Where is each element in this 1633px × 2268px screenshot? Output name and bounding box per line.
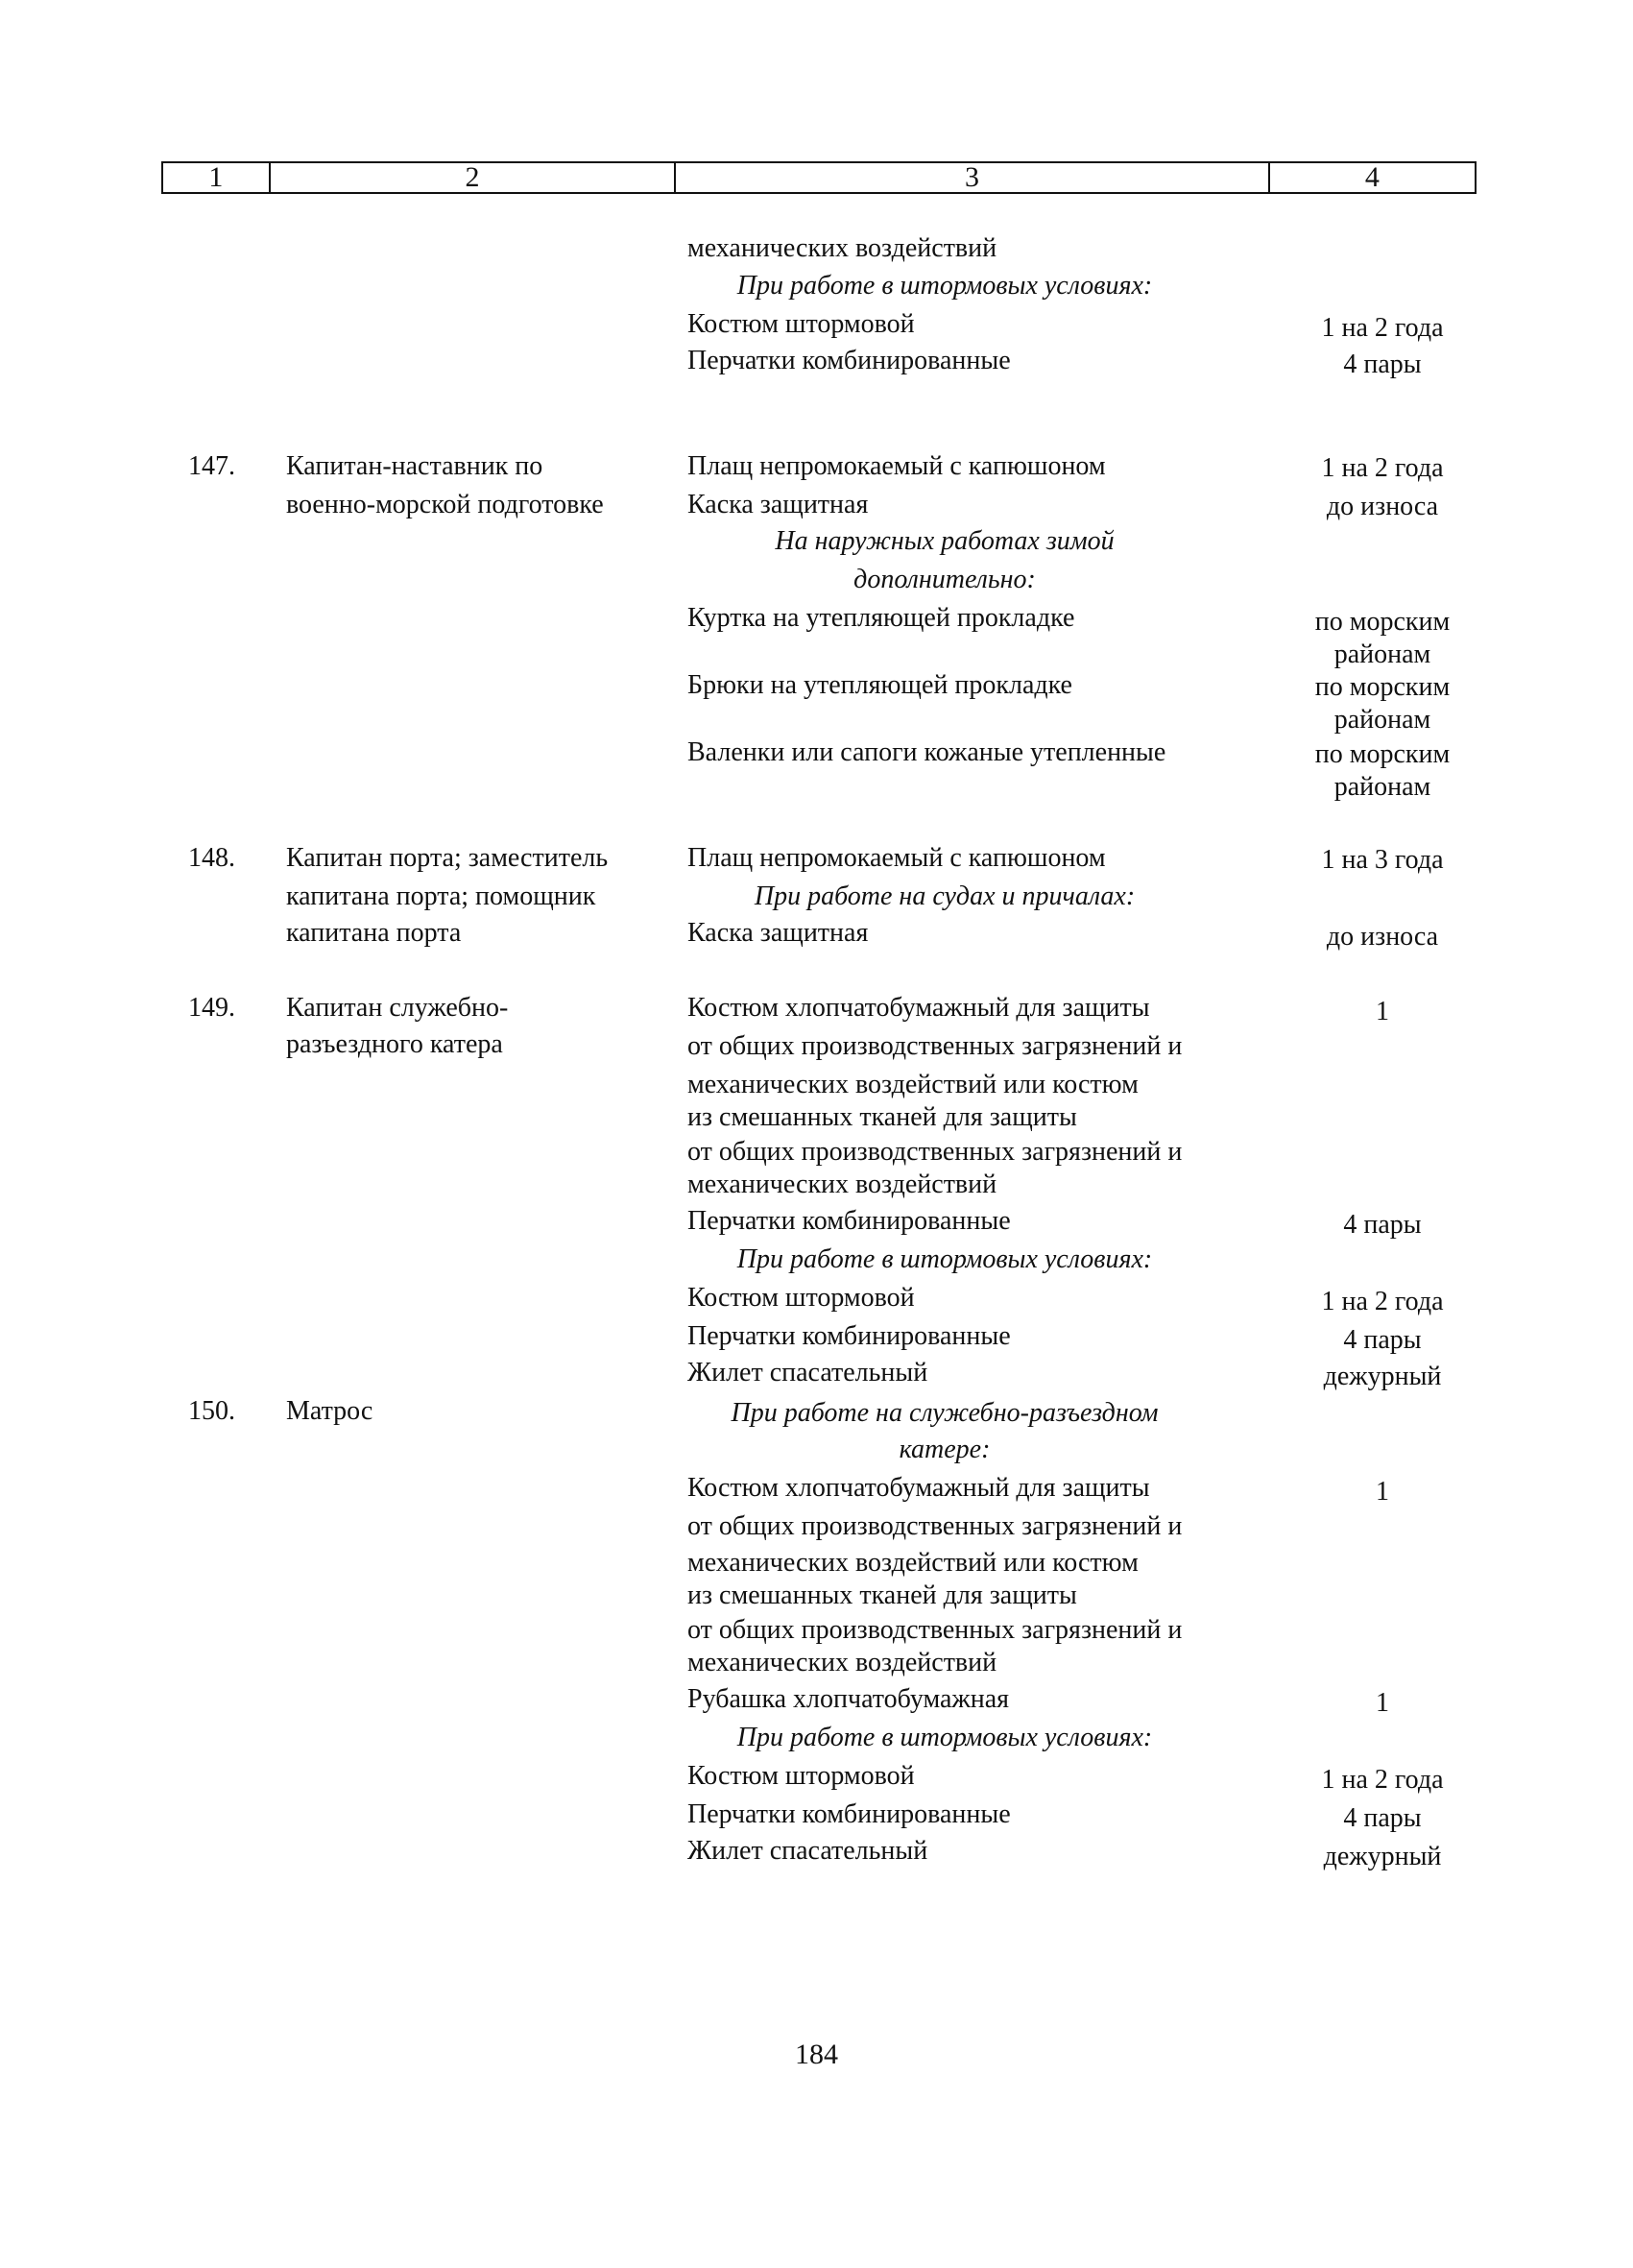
ppe-item: от общих производственных загрязнений и (687, 1137, 1183, 1167)
issue-norm: по морским (1314, 739, 1451, 769)
issue-norm: 1 (1376, 1477, 1389, 1507)
ppe-condition-heading: дополнительно: (853, 565, 1036, 594)
ppe-item: Брюки на утепляющей прокладке (687, 670, 1072, 700)
issue-norm: 1 на 3 года (1321, 845, 1444, 875)
column-header-4: 4 (1364, 161, 1380, 193)
profession-name: военно-морской подготовке (286, 490, 604, 519)
row-number: 150. (188, 1396, 235, 1426)
column-header-1: 1 (163, 163, 271, 192)
ppe-item: из смешанных тканей для защиты (687, 1580, 1077, 1610)
ppe-item: механических воздействий или костюм (687, 1548, 1139, 1578)
ppe-condition-heading: При работе на служебно-разъездном (731, 1398, 1159, 1428)
ppe-item: механических воздействий (687, 233, 997, 263)
ppe-item: Костюм хлопчатобумажный для защиты (687, 1473, 1150, 1503)
ppe-item: Костюм штормовой (687, 1761, 915, 1791)
profession-name: Матрос (286, 1396, 373, 1426)
ppe-item: Перчатки комбинированные (687, 1206, 1011, 1236)
ppe-item: механических воздействий (687, 1648, 997, 1677)
ppe-item: из смешанных тканей для защиты (687, 1102, 1077, 1132)
ppe-item: Плащ непромокаемый с капюшоном (687, 843, 1106, 873)
issue-norm: дежурный (1323, 1842, 1442, 1871)
ppe-item: Перчатки комбинированные (687, 346, 1011, 375)
ppe-item: от общих производственных загрязнений и (687, 1615, 1183, 1645)
issue-norm: 4 пары (1343, 350, 1422, 379)
ppe-item: Перчатки комбинированные (687, 1799, 1011, 1829)
ppe-condition-heading: На наружных работах зимой (775, 526, 1115, 556)
ppe-item: Каска защитная (687, 918, 869, 948)
issue-norm: 4 пары (1343, 1210, 1422, 1240)
ppe-item: Костюм штормовой (687, 1283, 915, 1313)
ppe-item: Каска защитная (687, 490, 869, 519)
issue-norm: до износа (1326, 922, 1439, 952)
ppe-item: Жилет спасательный (687, 1358, 928, 1387)
ppe-item: Костюм штормовой (687, 309, 915, 339)
issue-norm: 1 на 2 года (1321, 1287, 1444, 1316)
ppe-item: Куртка на утепляющей прокладке (687, 603, 1075, 633)
issue-norm: районам (1333, 772, 1431, 802)
profession-name: Капитан-наставник по (286, 451, 543, 481)
column-header-3: 3 (676, 163, 1269, 192)
issue-norm: 4 пары (1343, 1803, 1422, 1833)
profession-name: капитана порта (286, 918, 462, 948)
ppe-item: Плащ непромокаемый с капюшоном (687, 451, 1106, 481)
row-number: 148. (188, 843, 235, 873)
ppe-condition-heading: При работе в штормовых условиях: (736, 1723, 1153, 1752)
row-number: 149. (188, 993, 235, 1023)
ppe-item: от общих производственных загрязнений и (687, 1031, 1183, 1061)
issue-norm: до износа (1326, 492, 1439, 521)
ppe-item: Жилет спасательный (687, 1836, 928, 1866)
issue-norm: 1 (1376, 997, 1389, 1026)
ppe-condition-heading: При работе на судах и причалах: (754, 881, 1136, 911)
ppe-item: механических воздействий или костюм (687, 1070, 1139, 1099)
ppe-item: Рубашка хлопчатобумажная (687, 1684, 1010, 1714)
profession-name: разъездного катера (286, 1029, 503, 1059)
ppe-condition-heading: катере: (899, 1435, 991, 1464)
issue-norm: по морским (1314, 607, 1451, 637)
ppe-item: Валенки или сапоги кожаные утепленные (687, 737, 1166, 767)
issue-norm: 1 на 2 года (1321, 1765, 1444, 1795)
ppe-item: Костюм хлопчатобумажный для защиты (687, 993, 1150, 1023)
page-number: 184 (795, 2039, 838, 2070)
issue-norm: 1 (1376, 1688, 1389, 1718)
ppe-item: от общих производственных загрязнений и (687, 1511, 1183, 1541)
issue-norm: 4 пары (1343, 1325, 1422, 1355)
profession-name: Капитан порта; заместитель (286, 843, 609, 873)
issue-norm: 1 на 2 года (1321, 313, 1444, 343)
profession-name: капитана порта; помощник (286, 881, 596, 911)
issue-norm: по морским (1314, 672, 1451, 702)
row-number: 147. (188, 451, 235, 481)
issue-norm: дежурный (1323, 1362, 1442, 1391)
column-header-row (161, 161, 1477, 194)
issue-norm: районам (1333, 705, 1431, 735)
ppe-item: механических воздействий (687, 1170, 997, 1199)
issue-norm: районам (1333, 639, 1431, 669)
ppe-condition-heading: При работе в штормовых условиях: (736, 271, 1153, 301)
profession-name: Капитан служебно- (286, 993, 509, 1023)
column-header-2: 2 (271, 163, 677, 192)
issue-norm: 1 на 2 года (1321, 453, 1444, 483)
ppe-condition-heading: При работе в штормовых условиях: (736, 1244, 1153, 1274)
ppe-item: Перчатки комбинированные (687, 1321, 1011, 1351)
